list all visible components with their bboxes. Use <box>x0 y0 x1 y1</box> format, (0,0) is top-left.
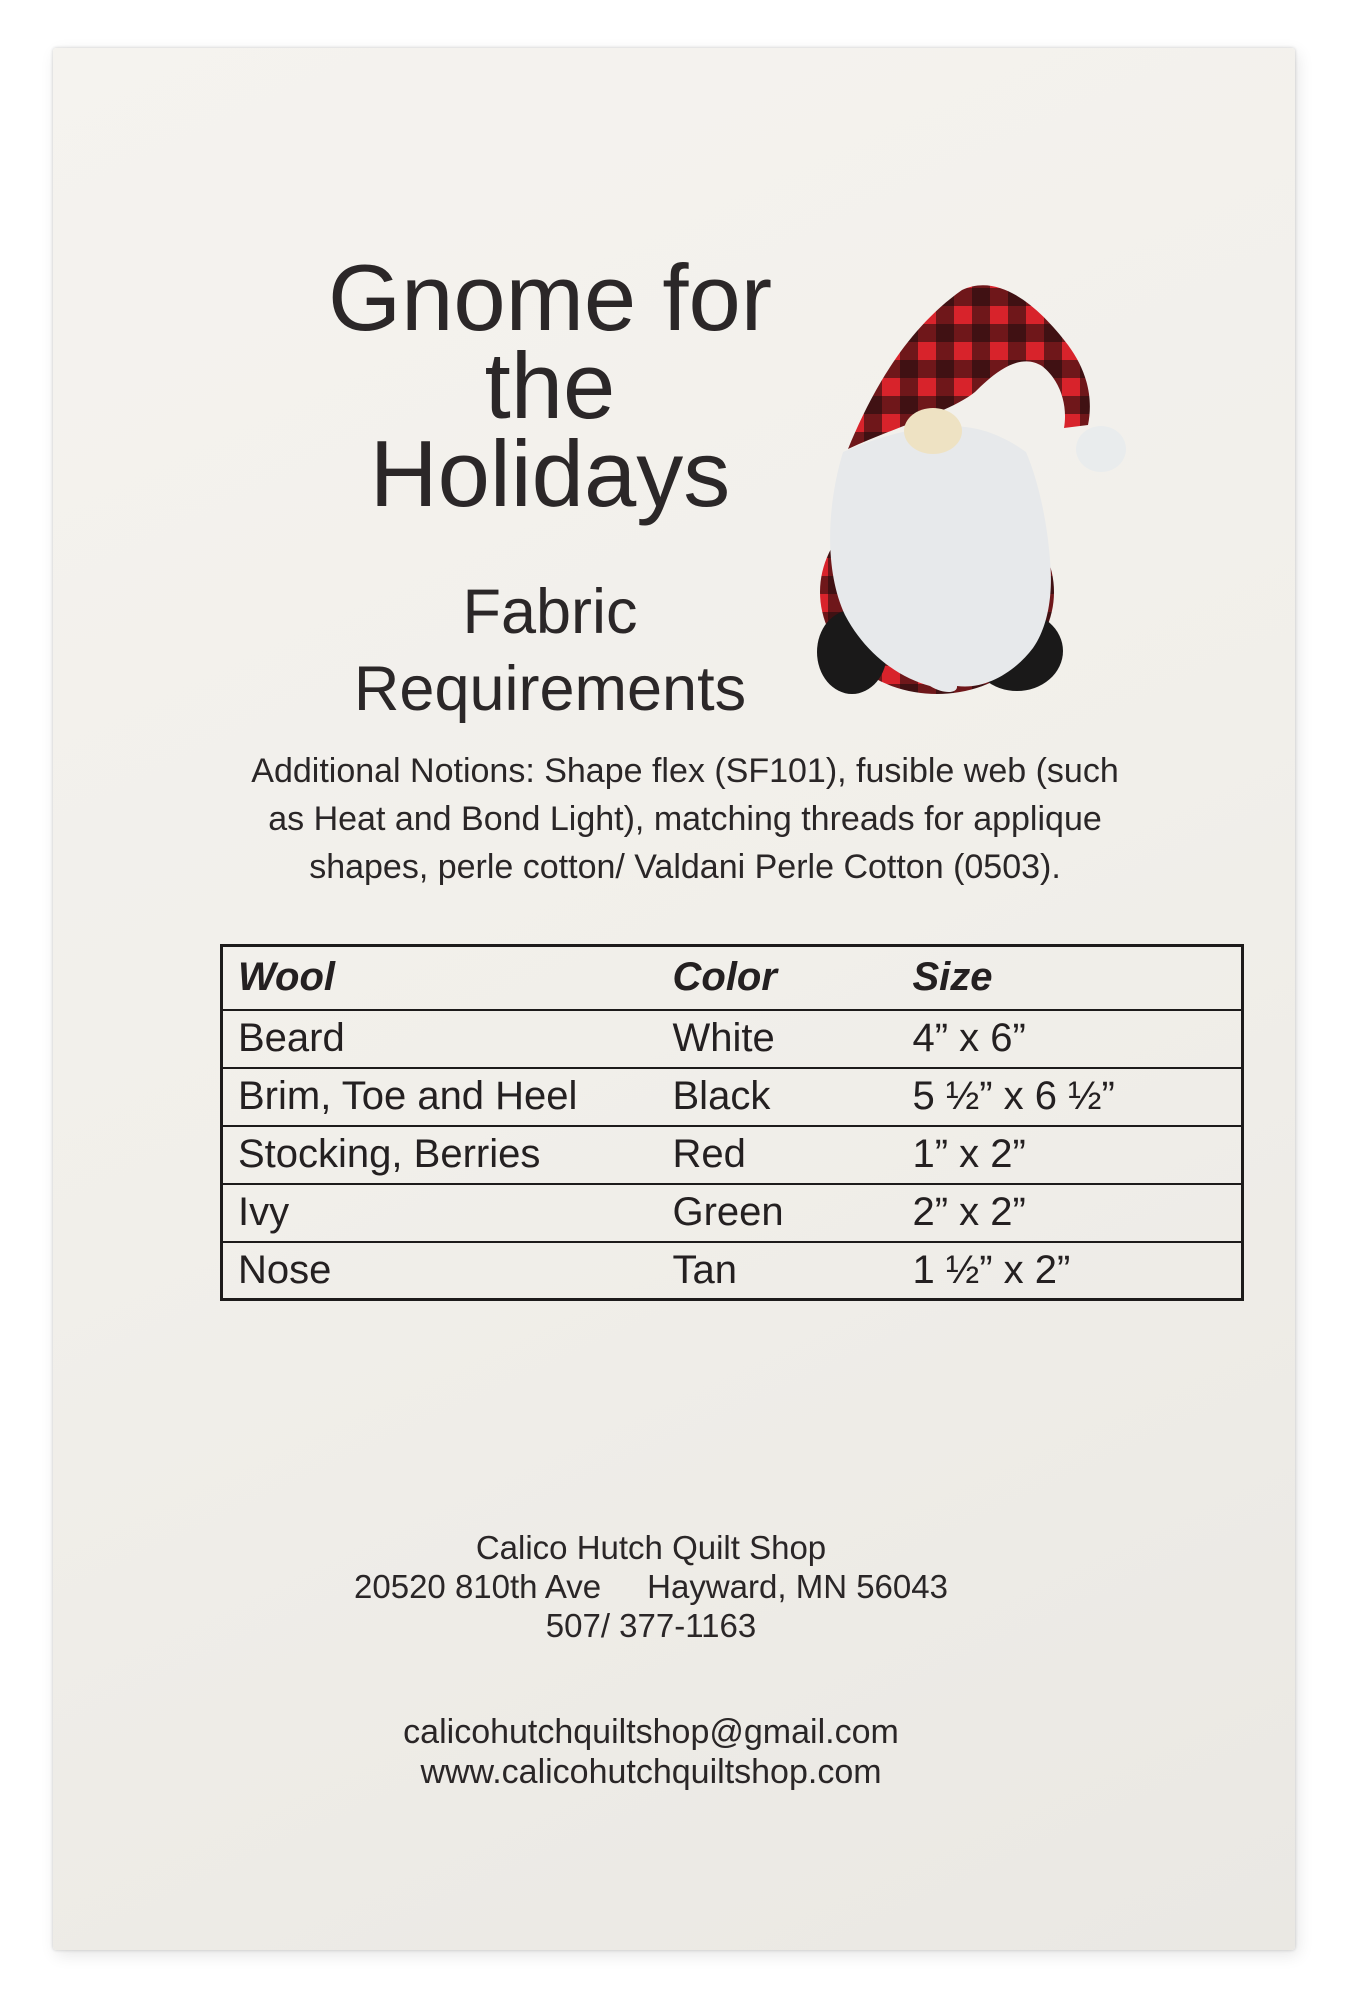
color-cell: Red <box>665 1126 905 1184</box>
wool-cell: Nose <box>222 1242 665 1300</box>
web-contact-block <box>251 1712 1051 1792</box>
column-header-size: Size <box>905 946 1243 1010</box>
table-row <box>222 1126 1243 1184</box>
fabric-requirements-table <box>220 944 1244 1301</box>
subtitle-line-2: Requirements <box>353 654 747 724</box>
section-heading <box>205 574 895 728</box>
table-row <box>222 1184 1243 1242</box>
gnome-hat <box>848 285 1090 449</box>
website-url: www.calicohutchquiltshop.com <box>420 1753 882 1791</box>
size-cell: 1 ½” x 2” <box>905 1242 1243 1300</box>
phone-number: 507/ 377-1163 <box>545 1607 757 1644</box>
column-header-wool: Wool <box>222 946 665 1010</box>
column-header-color: Color <box>665 946 905 1010</box>
wool-cell: Brim, Toe and Heel <box>222 1068 665 1126</box>
size-cell: 4” x 6” <box>905 1010 1243 1068</box>
color-cell: Green <box>665 1184 905 1242</box>
color-cell: Black <box>665 1068 905 1126</box>
table-row <box>222 1010 1243 1068</box>
gnome-nose <box>904 408 962 454</box>
wool-cell: Beard <box>222 1010 665 1068</box>
address-line <box>251 1567 1051 1606</box>
table-row <box>222 1242 1243 1300</box>
gnome-illustration <box>815 255 1165 715</box>
size-cell: 5 ½” x 6 ½” <box>905 1068 1243 1126</box>
shop-name: Calico Hutch Quilt Shop <box>475 1529 827 1566</box>
page-title <box>205 245 895 526</box>
email-address: calicohutchquiltshop@gmail.com <box>403 1713 899 1751</box>
title-line-3: Holidays <box>369 421 731 526</box>
pattern-sheet <box>53 48 1295 1950</box>
subtitle-line-1: Fabric <box>462 577 638 647</box>
title-line-2: the <box>484 333 616 438</box>
street-address: 20520 810th Ave <box>354 1568 602 1605</box>
table-header-row <box>222 946 1243 1010</box>
color-cell: Tan <box>665 1242 905 1300</box>
wool-cell: Stocking, Berries <box>222 1126 665 1184</box>
additional-notions-text: Additional Notions: Shape flex (SF101), fusible web (such as Heat and Bond Light), matching threads for applique shapes, perle cotton/ Valdani Perle Cotton (0503). <box>251 752 1119 886</box>
size-cell: 2” x 2” <box>905 1184 1243 1242</box>
city-state-zip: Hayward, MN 56043 <box>647 1568 948 1605</box>
title-line-1: Gnome for <box>327 245 773 350</box>
color-cell: White <box>665 1010 905 1068</box>
contact-block <box>251 1528 1051 1645</box>
wool-cell: Ivy <box>222 1184 665 1242</box>
gnome-hat-pom <box>1076 426 1126 472</box>
size-cell: 1” x 2” <box>905 1126 1243 1184</box>
table-row <box>222 1068 1243 1126</box>
